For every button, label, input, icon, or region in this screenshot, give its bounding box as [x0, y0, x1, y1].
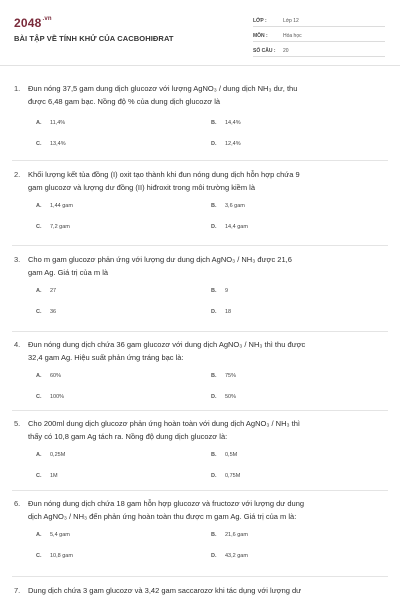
option-d[interactable]: D. 18 — [211, 309, 232, 315]
question-text: Đun nóng dung dịch chứa 18 gam hỗn hợp glucozơ và fructozơ với lượng dư dung — [28, 499, 305, 508]
option-text: 0,25M — [50, 452, 66, 458]
option-text: 21,6 gam — [225, 532, 248, 538]
question-3 — [14, 253, 386, 315]
question-5 — [14, 417, 386, 479]
question-text: Cho 200ml dung dịch glucozơ phản ứng hoàn toàn với dung dịch AgNO₃ / NH₃ thì — [28, 419, 300, 428]
option-text: 18 — [225, 309, 232, 315]
question-line — [14, 253, 386, 266]
question-text: Đun nóng 37,5 gam dung dịch glucozơ với lượng AgNO₃ / dung dịch NH₃ dư, thu — [28, 84, 298, 93]
option-b[interactable]: B. 75% — [211, 373, 237, 379]
divider — [12, 160, 388, 161]
option-text: 11,4% — [50, 120, 66, 126]
question-number: 7. — [14, 586, 21, 595]
document-header — [0, 0, 400, 66]
divider — [12, 490, 388, 491]
question-line — [14, 95, 386, 108]
question-line — [14, 338, 386, 351]
question-line — [14, 168, 386, 181]
option-a[interactable]: A. 5,4 gam — [36, 532, 70, 538]
divider — [12, 410, 388, 411]
option-text: 0,75M — [225, 473, 241, 479]
option-text: 100% — [50, 394, 65, 400]
question-line — [14, 181, 386, 194]
question-number: 3. — [14, 255, 21, 264]
divider — [12, 331, 388, 332]
option-text: 27 — [50, 288, 57, 294]
site-logo[interactable]: $2048^{.vn}$ — [14, 16, 52, 30]
option-d[interactable]: D. 43,2 gam — [211, 553, 248, 559]
question-number: 1. — [14, 84, 21, 93]
meta-row-class — [253, 14, 385, 27]
question-2 — [14, 168, 386, 230]
answer-options — [36, 452, 386, 479]
option-a[interactable]: A. 1,44 gam — [36, 203, 73, 209]
option-text: 75% — [225, 373, 237, 379]
option-text: 14,4 gam — [225, 224, 248, 230]
meta-value: 20 — [283, 48, 289, 54]
question-text: thấy có 10,8 gam Ag tách ra. Nồng độ dung dịch glucozơ là: — [28, 432, 228, 441]
question-6 — [14, 497, 386, 559]
question-line — [14, 417, 386, 430]
option-text: 0,5M — [225, 452, 238, 458]
option-c[interactable]: C. 1M — [36, 473, 58, 479]
answer-options — [36, 288, 386, 315]
option-text: 1M — [50, 473, 58, 479]
meta-value: Lớp 12 — [283, 18, 299, 24]
question-number: 5. — [14, 419, 21, 428]
option-d[interactable]: D. 12,4% — [211, 141, 241, 147]
option-text: 13,4% — [50, 141, 66, 147]
option-text: 3,6 gam — [225, 203, 245, 209]
answer-options — [36, 120, 386, 147]
question-line — [14, 497, 386, 510]
question-text: 32,4 gam Ag. Hiệu suất phản ứng tráng bạc là: — [28, 353, 184, 362]
option-c[interactable]: C. 36 — [36, 309, 57, 315]
document-meta — [253, 14, 385, 59]
question-number: 6. — [14, 499, 21, 508]
option-a[interactable]: A. 27 — [36, 288, 57, 294]
option-b[interactable]: B. 9 — [211, 288, 229, 294]
meta-row-subject — [253, 29, 385, 42]
question-line — [14, 430, 386, 443]
logo-tld: .vn — [42, 16, 52, 22]
question-text: Cho m gam glucozơ phản ứng với lượng dư dung dịch AgNO₃ / NH₃ được 21,6 — [28, 255, 292, 264]
option-text: 36 — [50, 309, 57, 315]
option-d[interactable]: D. 14,4 gam — [211, 224, 248, 230]
question-text: dịch AgNO₃ / NH₃ đến phản ứng hoàn toàn thu được m gam Ag. Giá trị của m là: — [28, 512, 297, 521]
divider — [12, 245, 388, 246]
question-text: gam Ag. Giá trị của m là — [28, 268, 109, 277]
option-c[interactable]: C. 10,8 gam — [36, 553, 73, 559]
question-text: được 6,48 gam bạc. Nồng độ % của dung dịch glucozơ là — [28, 97, 221, 106]
meta-row-count — [253, 44, 385, 57]
option-b[interactable]: B. 21,6 gam — [211, 532, 248, 538]
answer-options — [36, 373, 386, 400]
option-a[interactable]: A. 11,4% — [36, 120, 66, 126]
option-text: 60% — [50, 373, 62, 379]
option-text: 43,2 gam — [225, 553, 248, 559]
option-text: 10,8 gam — [50, 553, 73, 559]
answer-options — [36, 532, 386, 559]
question-line — [14, 266, 386, 279]
question-4 — [14, 338, 386, 400]
question-7 — [14, 584, 386, 597]
option-c[interactable]: C. 7,2 gam — [36, 224, 70, 230]
question-text: gam glucozơ và lượng dư đồng (II) hiđroxit trong môi trường kiềm là — [28, 183, 255, 192]
option-b[interactable]: B. 3,6 gam — [211, 203, 245, 209]
meta-label: SỐ CÂU : — [253, 48, 276, 54]
option-a[interactable]: A. 0,25M — [36, 452, 66, 458]
answer-options — [36, 203, 386, 230]
question-line — [14, 82, 386, 95]
divider — [12, 576, 388, 577]
question-line — [14, 510, 386, 523]
option-d[interactable]: D. 0,75M — [211, 473, 241, 479]
document-title: BÀI TẬP VỀ TÍNH KHỬ CỦA CACBOHIĐRAT — [14, 34, 174, 43]
question-1 — [14, 82, 386, 147]
question-line — [14, 351, 386, 364]
option-d[interactable]: D. 50% — [211, 394, 237, 400]
option-text: 14,4% — [225, 120, 241, 126]
option-text: 50% — [225, 394, 237, 400]
question-text: Khối lượng kết tủa đồng (I) oxit tạo thành khi đun nóng dung dịch hỗn hợp chứa 9 — [28, 170, 300, 179]
meta-value: Hóa học — [283, 33, 302, 39]
option-c[interactable]: C. 13,4% — [36, 141, 66, 147]
option-b[interactable]: B. 0,5M — [211, 452, 238, 458]
question-line — [14, 584, 386, 597]
question-number: 2. — [14, 170, 21, 179]
option-text: 9 — [225, 288, 229, 294]
meta-label: LỚP : — [253, 18, 267, 24]
option-text: 7,2 gam — [50, 224, 70, 230]
question-number: 4. — [14, 340, 21, 349]
option-text: 12,4% — [225, 141, 241, 147]
question-text: Đun nóng dung dịch chứa 36 gam glucozơ với dung dịch AgNO₃ / NH₃ thì thu được — [28, 340, 306, 349]
meta-label: MÔN : — [253, 33, 268, 39]
option-c[interactable]: C. 100% — [36, 394, 65, 400]
option-text: 1,44 gam — [50, 203, 73, 209]
option-text: 5,4 gam — [50, 532, 70, 538]
option-b[interactable]: B. 14,4% — [211, 120, 241, 126]
option-a[interactable]: A. 60% — [36, 373, 62, 379]
question-text: Dung dịch chứa 3 gam glucozơ và 3,42 gam saccarozơ khi tác dụng với lượng dư — [28, 586, 302, 595]
